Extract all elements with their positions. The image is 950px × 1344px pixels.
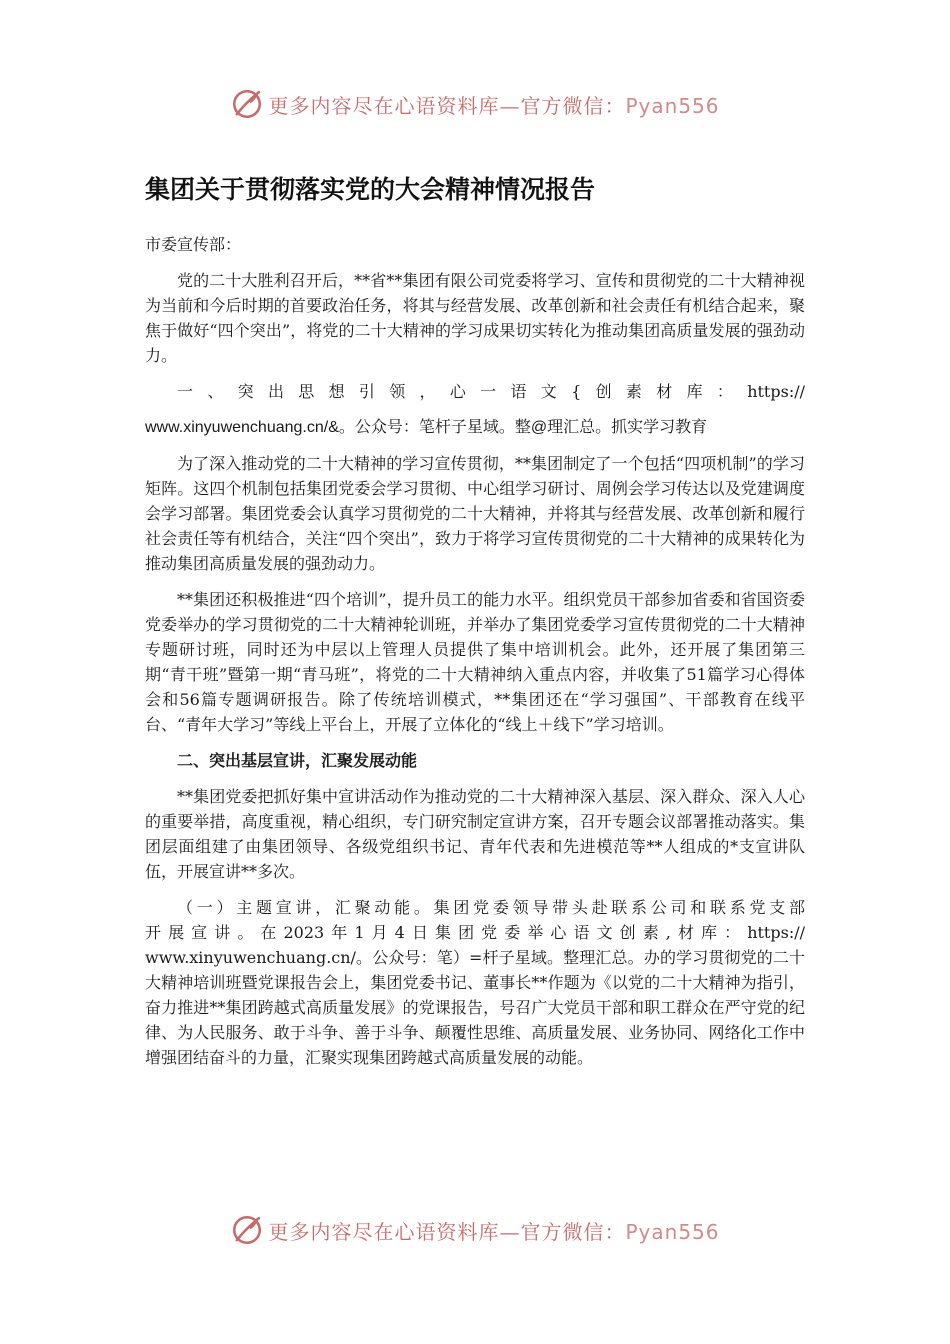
watermark-text: 更多内容尽在心语资料库—官方微信：Pyan556 [268, 93, 720, 118]
paragraph-theme-lecture-rest: www.xinyuwenchuang.cn/。公众号：笔）=杆子星域。整理汇总。办的学习贯彻党的二十大精神培训班暨党课报告会上，集团党委书记、董事长**作题为《以党的二十大精神为指引，奋力推进**集团跨越式高质量发展》的党课报告，号召广大党员干部和职工群众在严守党的纪律、为人民服务、敢于斗争、善于斗争、颠覆性思维、高质量发展、业务协同、网络化工作中增强团结奋斗的力量，汇聚实现集团跨越式高质量发展的动能。 [145, 948, 805, 1067]
section-1-heading-line-2: www.xinyuwenchuang.cn/&。公众号：笔杆子星域。整@理汇总。抓实学习教育 [145, 419, 708, 436]
paragraph-intro: 党的二十大胜利召开后，**省**集团有限公司党委将学习、宣传和贯彻党的二十大精神视为当前和今后时期的首要政治任务，将其与经营发展、改革创新和社会责任有机结合起来，聚焦于做好“四个突出”，将党的二十大精神的学习成果切实转化为推动集团高质量发展的强劲动力。 [145, 271, 805, 365]
section-1-heading-line-1: 一、突出思想引领，心一语文{创素材库：https:// [177, 382, 805, 401]
paragraph-grassroots-lecture: **集团党委把抓好集中宣讲活动作为推动党的二十大精神深入基层、深入群众、深入人心的重要举措，高度重视，精心组织，专门研究制定宣讲方案，召开专题会议部署推动落实。集团层面组建了由集团领导、各级党组织书记、青年代表和先进模范等**人组成的*支宣讲队伍，开展宣讲**多次。 [145, 787, 805, 881]
paragraph-theme-lecture-line-2: 开展宣讲。在2023年1月4日集团党委举心语文创素,材库：https:// [145, 923, 805, 942]
paragraph-theme-lecture-line-1: （一）主题宣讲，汇聚动能。集团党委领导带头赴联系公司和联系党支部 [177, 898, 805, 917]
paragraph-training: **集团还积极推进“四个培训”，提升员工的能力水平。组织党员干部参加省委和省国资委党委举办的学习贯彻党的二十大精神轮训班，并举办了集团党委学习宣传贯彻党的二十大精神专题研讨班，同时还为中层以上管理人员提供了集中培训机会。此外，还开展了集团第三期“青干班”暨第一期“青马班”，将党的二十大精神纳入重点内容，并收集了51篇学习心得体会和56篇专题调研报告。除了传统培训模式，**集团还在“学习强国”、干部教育在线平台、“青年大学习”等线上平台上，开展了立体化的“线上＋线下”学习培训。 [145, 590, 805, 734]
watermark-footer [0, 1210, 950, 1250]
feather-heart-logo-icon [230, 1213, 264, 1247]
watermark-header [0, 84, 950, 124]
watermark-text: 更多内容尽在心语资料库—官方微信：Pyan556 [268, 1219, 720, 1244]
paragraph-learning-matrix: 为了深入推动党的二十大精神的学习宣传贯彻，**集团制定了一个包括“四项机制”的学习矩阵。这四个机制包括集团党委会学习贯彻、中心组学习研讨、周例会学习传达以及党建调度会学习部署。集团党委会认真学习贯彻党的二十大精神，并将其与经营发展、改革创新和履行社会责任等有机结合，关注“四个突出”，致力于将学习宣传贯彻党的二十大精神的成果转化为推动集团高质量发展的强劲动力。 [145, 454, 805, 573]
feather-heart-logo-icon [230, 87, 264, 121]
document-title: 集团关于贯彻落实党的大会精神情况报告 [145, 175, 596, 204]
section-2-heading: 二、突出基层宣讲，汇聚发展动能 [177, 751, 418, 770]
document-body [145, 170, 805, 1070]
watermark-wechat-id: Pyan556 [625, 1219, 720, 1244]
salutation: 市委宣传部： [145, 235, 242, 254]
watermark-wechat-id: Pyan556 [625, 93, 720, 118]
